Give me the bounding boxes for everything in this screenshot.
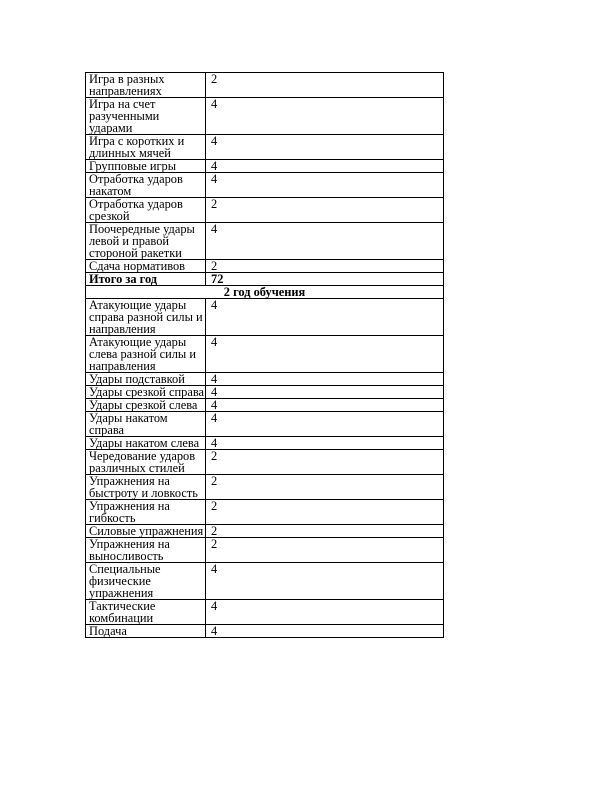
hours-value: 4 bbox=[206, 563, 444, 600]
hours-value: 4 bbox=[206, 98, 444, 135]
table-row bbox=[86, 475, 444, 500]
exercise-name: Атакующие удары справа разной силы и направления bbox=[86, 299, 206, 336]
hours-value: 2 bbox=[206, 260, 444, 273]
hours-value: 4 bbox=[206, 160, 444, 173]
section-title: 2 год обучения bbox=[86, 286, 444, 299]
exercise-name: Упражнения на гибкость bbox=[86, 500, 206, 525]
hours-value: 4 bbox=[206, 336, 444, 373]
total-label: Итого за год bbox=[86, 273, 206, 286]
section-row bbox=[86, 286, 444, 299]
exercise-name: Игра с коротких и длинных мячей bbox=[86, 135, 206, 160]
hours-value: 4 bbox=[206, 412, 444, 437]
exercise-name: Отработка ударов срезкой bbox=[86, 198, 206, 223]
exercise-name: Отработка ударов накатом bbox=[86, 173, 206, 198]
table-body-total bbox=[86, 273, 444, 299]
exercise-name: Силовые упражнения bbox=[86, 525, 206, 538]
exercise-name: Упражнения на выносливость bbox=[86, 538, 206, 563]
hours-value: 2 bbox=[206, 73, 444, 98]
exercise-name: Удары срезкой слева bbox=[86, 399, 206, 412]
exercise-name: Удары подставкой bbox=[86, 373, 206, 386]
exercise-name: Тактические комбинации bbox=[86, 600, 206, 625]
exercise-name: Удары накатом слева bbox=[86, 437, 206, 450]
table-row bbox=[86, 525, 444, 538]
exercise-name: Игра в разных направлениях bbox=[86, 73, 206, 98]
hours-value: 4 bbox=[206, 299, 444, 336]
hours-value: 2 bbox=[206, 525, 444, 538]
table-row bbox=[86, 563, 444, 600]
hours-value: 2 bbox=[206, 198, 444, 223]
exercise-name: Специальные физические упражнения bbox=[86, 563, 206, 600]
hours-value: 4 bbox=[206, 399, 444, 412]
table-row bbox=[86, 538, 444, 563]
hours-value: 4 bbox=[206, 135, 444, 160]
table-row bbox=[86, 412, 444, 437]
hours-value: 4 bbox=[206, 173, 444, 198]
table-row bbox=[86, 160, 444, 173]
hours-value: 4 bbox=[206, 223, 444, 260]
exercise-name: Атакующие удары слева разной силы и направления bbox=[86, 336, 206, 373]
hours-value: 4 bbox=[206, 437, 444, 450]
table-body-top bbox=[86, 73, 444, 273]
table-row bbox=[86, 373, 444, 386]
table-row bbox=[86, 500, 444, 525]
exercise-name: Подача bbox=[86, 625, 206, 638]
table-row bbox=[86, 299, 444, 336]
curriculum-table bbox=[85, 72, 444, 638]
exercise-name: Поочередные удары левой и правой стороной ракетки bbox=[86, 223, 206, 260]
hours-value: 2 bbox=[206, 538, 444, 563]
total-row bbox=[86, 273, 444, 286]
table-row bbox=[86, 437, 444, 450]
table-row bbox=[86, 98, 444, 135]
exercise-name: Чередование ударов различных стилей bbox=[86, 450, 206, 475]
hours-value: 2 bbox=[206, 450, 444, 475]
table-row bbox=[86, 173, 444, 198]
table-row bbox=[86, 135, 444, 160]
total-value: 72 bbox=[206, 273, 444, 286]
exercise-name: Упражнения на быстроту и ловкость bbox=[86, 475, 206, 500]
table-row bbox=[86, 386, 444, 399]
hours-value: 4 bbox=[206, 386, 444, 399]
table-row bbox=[86, 223, 444, 260]
exercise-name: Игра на счет разученными ударами bbox=[86, 98, 206, 135]
table-body-bottom bbox=[86, 299, 444, 638]
hours-value: 4 bbox=[206, 373, 444, 386]
exercise-name: Сдача нормативов bbox=[86, 260, 206, 273]
table-row bbox=[86, 600, 444, 625]
hours-value: 2 bbox=[206, 475, 444, 500]
hours-value: 2 bbox=[206, 500, 444, 525]
table-row bbox=[86, 198, 444, 223]
exercise-name: Удары накатом справа bbox=[86, 412, 206, 437]
table-row bbox=[86, 73, 444, 98]
exercise-name: Удары срезкой справа bbox=[86, 386, 206, 399]
table-row bbox=[86, 625, 444, 638]
hours-value: 4 bbox=[206, 600, 444, 625]
table-row bbox=[86, 336, 444, 373]
table-row bbox=[86, 450, 444, 475]
hours-value: 4 bbox=[206, 625, 444, 638]
table-row bbox=[86, 260, 444, 273]
table-row bbox=[86, 399, 444, 412]
exercise-name: Групповые игры bbox=[86, 160, 206, 173]
